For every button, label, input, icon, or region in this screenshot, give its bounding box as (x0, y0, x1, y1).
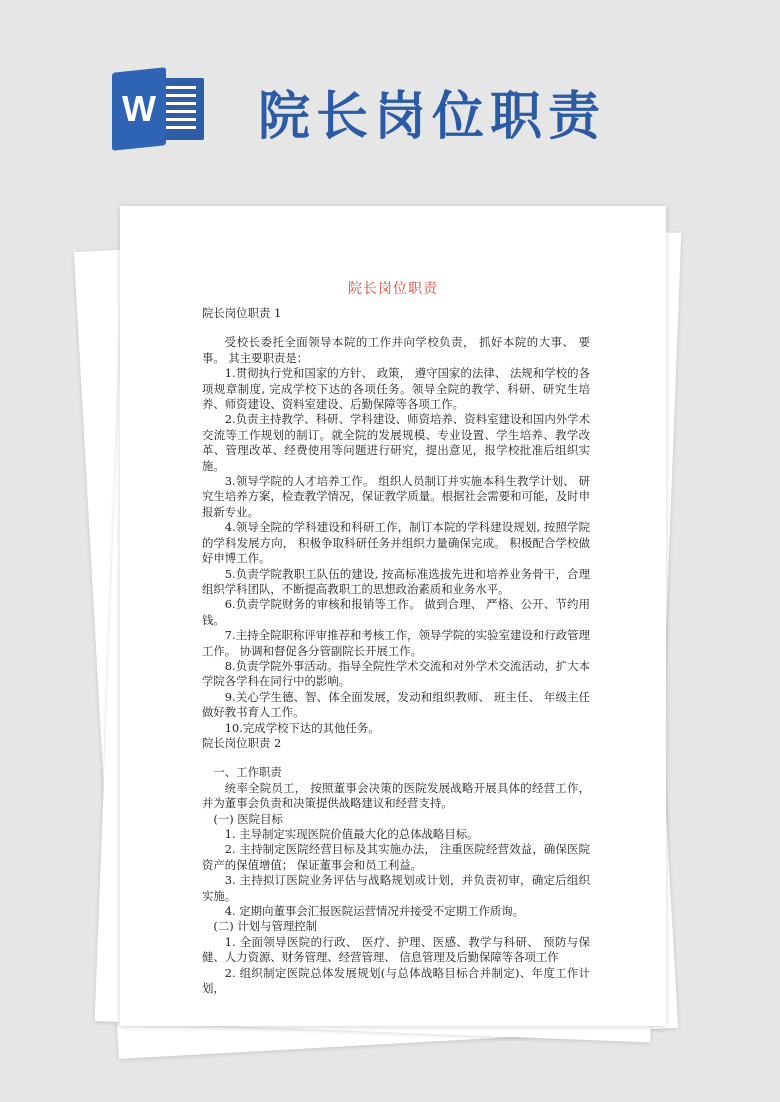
paragraph: 6.负责学院财务的审核和报销等工作。 做到合理、 严格、公开、节约用钱。 (202, 597, 590, 627)
paragraph: 2.负责主持教学、科研、学科建设、师资培养、资料室建设和国内外学术交流等工作规划的制订。就全院的发展规模、专业设置、学生培养、教学改革、管理改革、经费使用等问题进行研究，提出意见，报学校批准后组织实施。 (202, 412, 590, 473)
document-body (202, 306, 590, 996)
paragraph: 3.领导学院的人才培养工作。 组织人员制订并实施本科生教学计划、 研究生培养方案，检查教学情况，保证教学质量。根据社会需要和可能，及时申报新专业。 (202, 474, 590, 519)
paragraph: 统率全院员工， 按照董事会决策的医院发展战略开展具体的经营工作， 并为董事会负责和决策提供战略建议和经营支持。 (202, 780, 590, 811)
paragraph: 4.领导全院的学科建设和科研工作，制订本院的学科建设规划, 按照学院的学科发展方向， 积极争取科研任务并组织力量确保完成。 积极配合学校做好申博工作。 (202, 520, 590, 566)
paragraph: 8.负责学院外事活动。指导全院性学术交流和对外学术交流活动，扩大本学院各学科在同行中的影响。 (202, 658, 590, 689)
header-banner (0, 0, 780, 180)
sub2-heading: (二) 计划与管理控制 (213, 919, 318, 934)
paragraph: 7.主持全院职称评审推荐和考核工作，领导学院的实验室建设和行政管理工作。 协调和督促各分管副院长开展工作。 (202, 628, 590, 658)
list-item: 1. 全面领导医院的行政、 医疗、护理、医感、教学与科研、 预防与保健、人力资源、财务管理、经营管理、 信息管理及后勤保障等各项工作 (202, 934, 590, 965)
word-badge-letter: W (122, 88, 156, 129)
list-item: 3. 主持拟订医院业务评估与战略规划或计划，并负责初审，确定后组织实施。 (202, 873, 590, 903)
section1-heading: 院长岗位职责 1 (202, 306, 282, 320)
word-badge (112, 67, 166, 151)
section2-heading: 院长岗位职责 2 (202, 735, 282, 750)
paragraph: 5.负责学院教职工队伍的建设, 按高标准选拔先进和培养业务骨干，合理组织学科团队，不断提高教职工的思想政治素质和业务水平。 (202, 566, 590, 596)
paragraph: 受校长委托全面领导本院的工作并向学校负责， 抓好本院的大事、 要事。 其主要职责是： (202, 335, 590, 365)
header-title: 院长岗位职责 (258, 87, 607, 147)
document-title: 院长岗位职责 (348, 281, 438, 297)
part1-heading: 一、工作职责 (213, 765, 282, 780)
list-item: 4. 定期向董事会汇报医院运营情况并接受不定期工作质询。 (224, 904, 525, 919)
word-document-icon (112, 70, 208, 148)
sub1-heading: (一) 医院目标 (213, 811, 283, 826)
paragraph: 10.完成学校下达的其他任务。 (224, 720, 380, 735)
list-item: 2. 主持制定医院经营目标及其实施办法， 注重医院经营效益，确保医院资产的保值增值； 保证董事会和员工利益。 (202, 842, 590, 872)
list-item: 2. 组织制定医院总体发展规划(与总体战略目标合并制定)、年度工作计划， (202, 965, 590, 996)
paragraph: 9.关心学生德、智、体全面发展，发动和组织教师、 班主任、 年级主任做好教书育人工作。 (202, 689, 590, 720)
document-page (120, 206, 666, 1026)
paragraph: 1.贯彻执行党和国家的方针、 政策， 遵守国家的法律、 法规和学校的各项规章制度, 完成学校下达的各项任务。领导全院的教学、科研、研究生培养、师资建设、资料室建设、后勤保障等各项工作。 (202, 366, 590, 412)
list-item: 1. 主导制定实现医院价值最大化的总体战略目标。 (224, 827, 479, 841)
